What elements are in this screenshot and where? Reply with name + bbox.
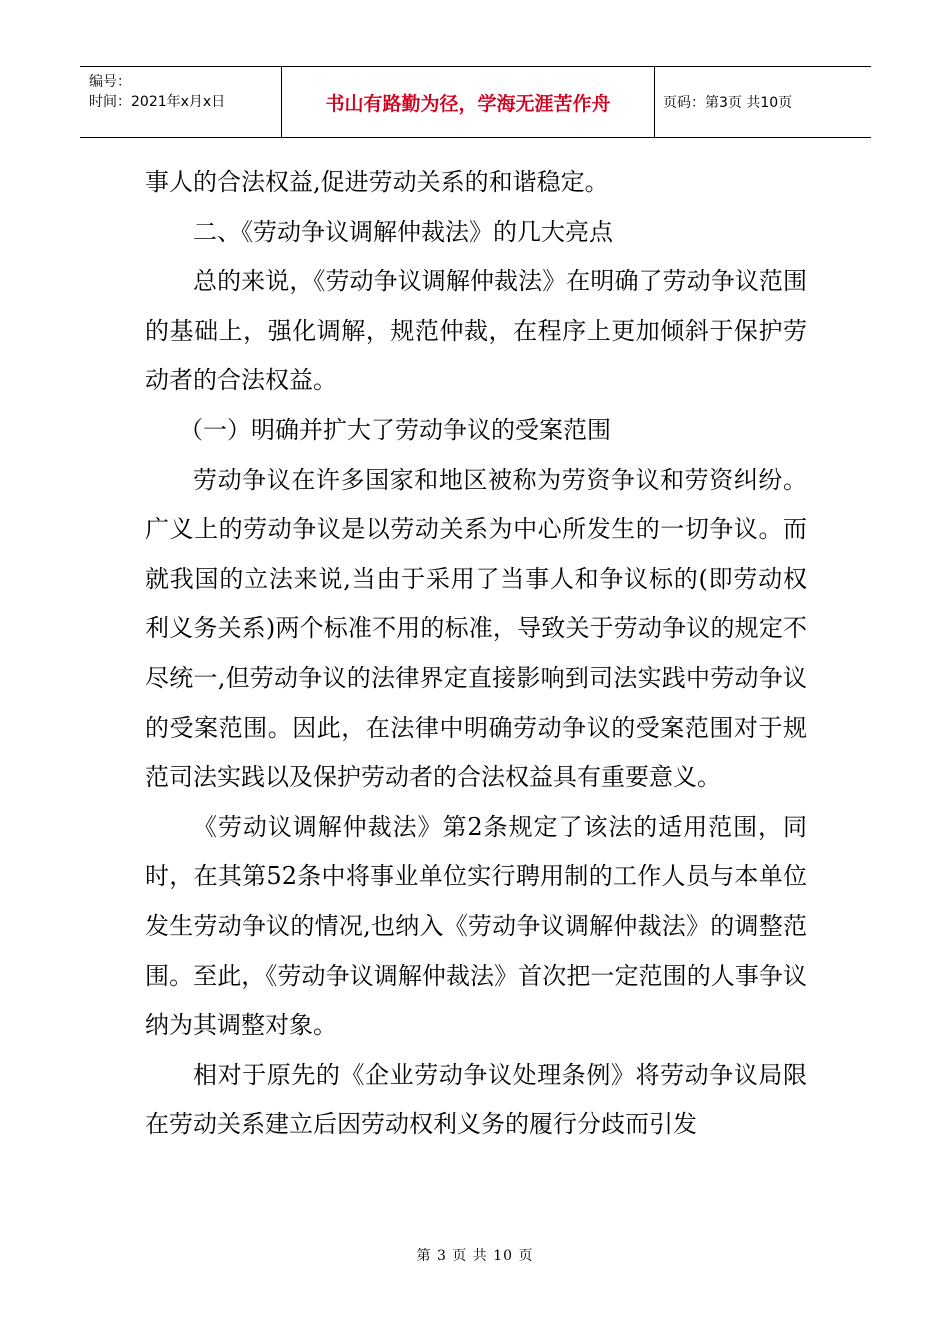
document-header [80, 66, 871, 138]
section-heading: 二、《劳动争议调解仲裁法》的几大亮点 [193, 217, 613, 246]
date-label: 时间：2021年x月x日 [89, 94, 226, 110]
paragraph: 相对于原先的《企业劳动争议处理条例》将劳动争议局限在劳动关系建立后因劳动权利义务的履行分歧而引发 [145, 1060, 807, 1139]
paragraph: 《劳动议调解仲裁法》第2条规定了该法的适用范围，同时，在其第52条中将事业单位实行聘用制的工作人员与本单位发生劳动争议的情况,也纳入《劳动争议调解仲裁法》的调整范围。至此，《劳动争议调解仲裁法》首次把一定范围的人事争议纳为其调整对象。 [145, 812, 807, 1040]
number-label: 编号： [89, 74, 131, 90]
subsection-heading: （一）明确并扩大了劳动争议的受案范围 [179, 415, 611, 444]
page-footer: 第 3 页 共 10 页 [416, 1248, 534, 1264]
document-body [145, 158, 807, 1150]
header-motto: 书山有路勤为径，学海无涯苦作舟 [282, 67, 655, 137]
header-page-info: 页码：第3页 共10页 [663, 95, 793, 111]
paragraph: 总的来说，《劳动争议调解仲裁法》在明确了劳动争议范围的基础上，强化调解，规范仲裁，在程序上更加倾斜于保护劳动者的合法权益。 [145, 267, 807, 395]
paragraph-continued: 事人的合法权益,促进劳动关系的和谐稳定。 [145, 168, 609, 196]
header-meta [80, 67, 282, 137]
paragraph: 劳动争议在许多国家和地区被称为劳资争议和劳资纠纷。广义上的劳动争议是以劳动关系为中心所发生的一切争议。而就我国的立法来说,当由于采用了当事人和争议标的(即劳动权利义务关系)两个标准不用的标准，导致关于劳动争议的规定不尽统一,但劳动争议的法律界定直接影响到司法实践中劳动争议的受案范围。因此，在法律中明确劳动争议的受案范围对于规范司法实践以及保护劳动者的合法权益具有重要意义。 [145, 465, 807, 792]
